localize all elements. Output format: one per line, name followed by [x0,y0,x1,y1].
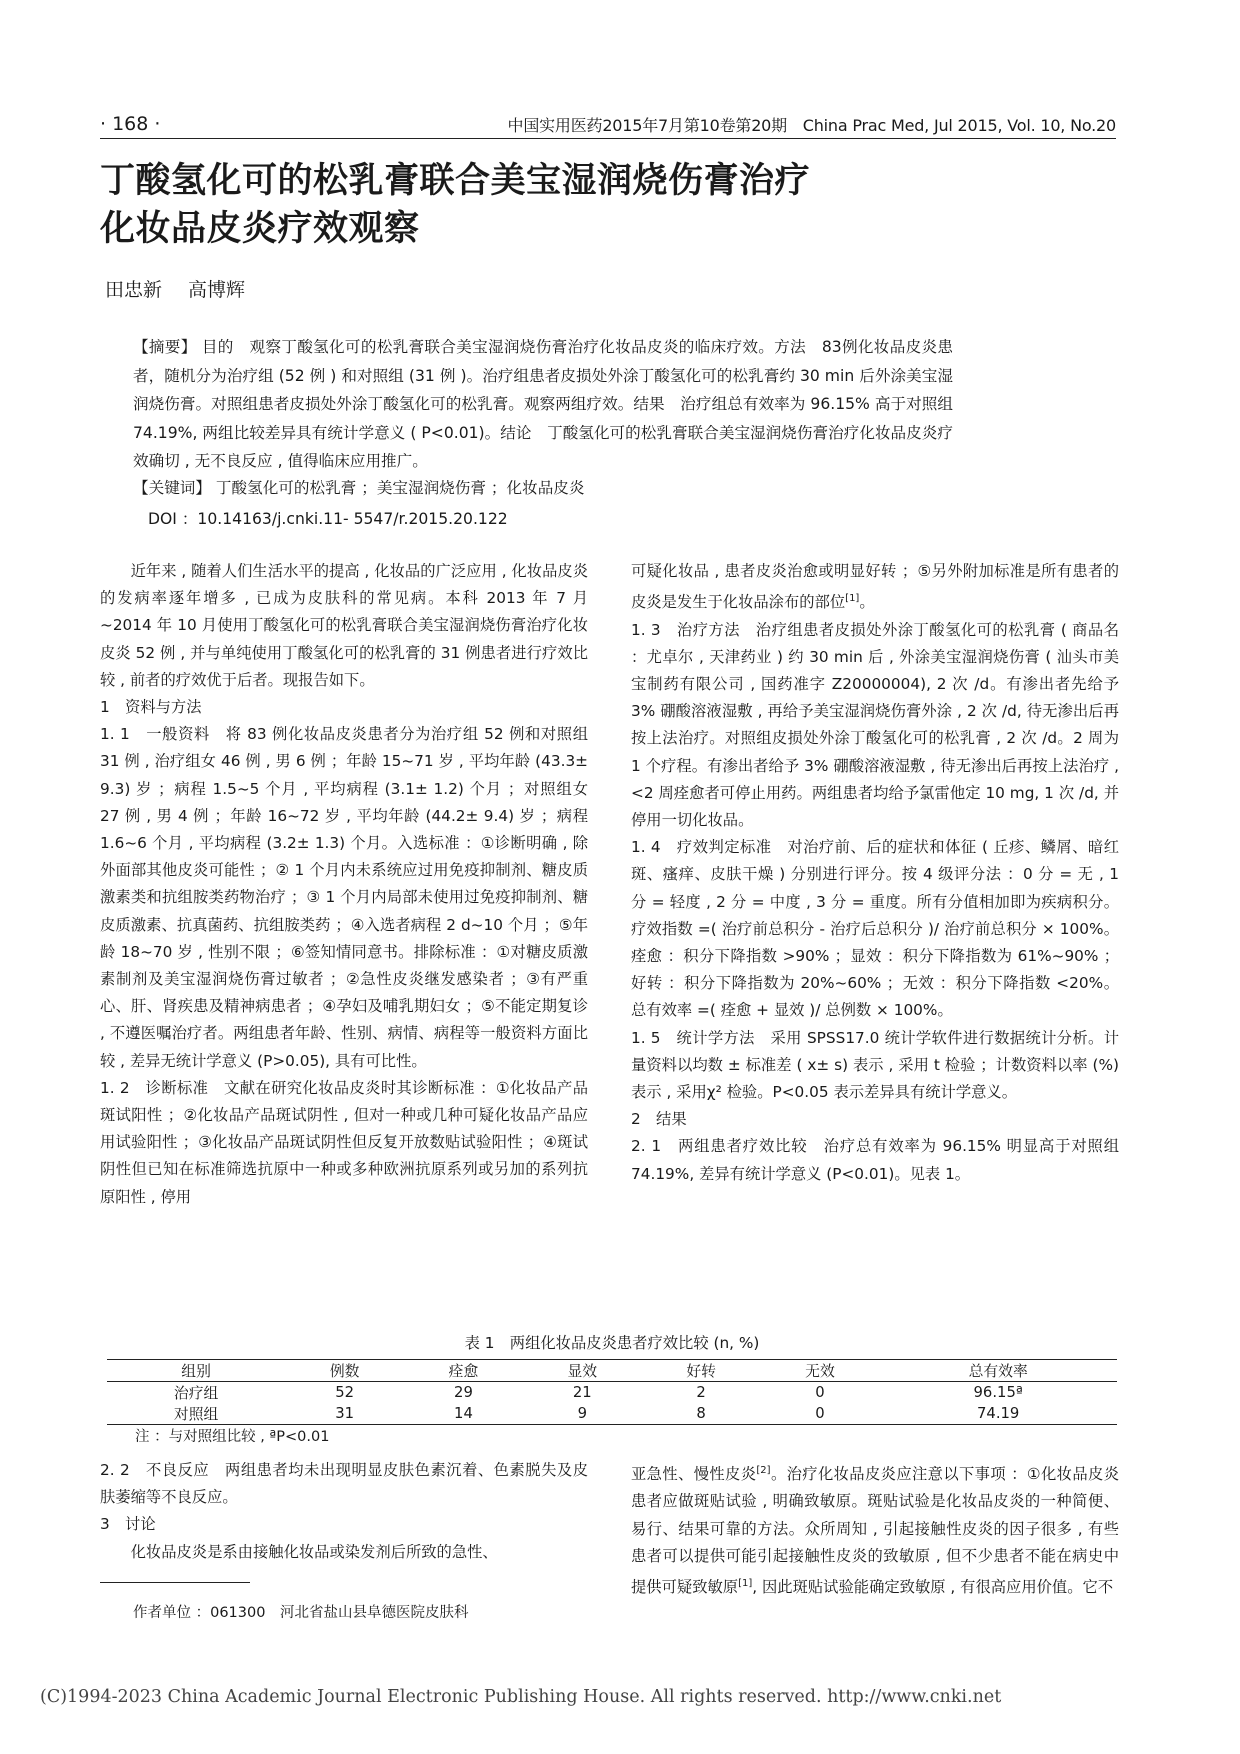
table-row [107,1403,1117,1425]
table-cell: 52 [335,1384,355,1401]
table-cell: 9 [523,1403,642,1425]
header-cases: 例数 [285,1360,404,1382]
citation-1b: [1] [738,1577,753,1589]
discussion-part-3: , 因此斑贴试验能确定致敏原 , 有很高应用价值。它不 [752,1578,1114,1596]
abstract-body: 【摘要】 目的 观察丁酸氢化可的松乳膏联合美宝湿润烧伤膏治疗化妆品皮炎的临床疗效。方法 83例化妆品皮炎患者，随机分为治疗组 (52 例 ) 和对照组 (31 例 )。治疗组患者皮损处外涂丁酸氢化可的松乳膏约 30 min 后外涂美宝湿润烧伤膏。对照组患者皮损处外涂丁酸氢化可的松乳膏。观察两组疗效。结果 治疗组总有效率为 96.15% 高于对照组 74.19%, 两组比较差异具有统计学意义 ( P<0.01)。结论 丁酸氢化可的松乳膏联合美宝湿润烧伤膏治疗化妆品皮炎疗效确切 , 无不良反应 , 值得临床应用推广。 [133,338,953,470]
title-line-2: 化妆品皮炎疗效观察 [100,209,420,249]
body-column-left [100,558,588,1211]
table-cell: 0 [815,1384,825,1401]
body-column-right [631,558,1119,1188]
header-ineffective: 无效 [761,1360,880,1382]
citation-1: [1] [845,593,860,605]
table-cell: 96.15ª [973,1384,1023,1401]
header-total-effective-rate: 总有效率 [879,1360,1117,1382]
intro-paragraph: 近年来 , 随着人们生活水平的提高 , 化妆品的广泛应用 , 化妆品皮炎的发病率逐年增多 , 已成为皮肤科的常见病。本科 2013 年 7 月 ~2014 年 10 月使用丁酸氢化可的松乳膏联合美宝湿润烧伤膏治疗化妆皮炎 52 例 , 并与单纯使用丁酸氢化可的松乳膏的 31 例患者进行疗效比较 , 前者的疗效优于后者。现报告如下。 [100,562,588,689]
table-cell: 74.19 [879,1403,1117,1425]
header-improved: 好转 [642,1360,761,1382]
discussion-part-1: 亚急性、慢性皮炎 [631,1465,757,1484]
section-heading-2: 2 结果 [631,1110,687,1129]
table-grid [107,1359,1117,1425]
table-cell: 2 [696,1384,706,1401]
section-1-2-cont: 可疑化妆品 , 患者皮炎治愈或明显好转 ；⑤另外附加标准是所有患者的皮炎是发生于化妆品涂布的部位[1]。 [631,562,1119,612]
table-cell: 治疗组 [173,1385,219,1402]
section-1-2: 1. 2 诊断标准 文献在研究化妆品皮炎时其诊断标准 ：①化妆品产品斑试阳性 ；②化妆品产品斑试阴性 , 但对一种或几种可疑化妆品产品应用试验阳性 ；③化妆品产品斑试阴性但反复开放数贴试验阳性 ；④斑试阴性但已知在标准筛选抗原中一种或多种欧洲抗原系列或另加的系列抗原阳性 , 停用 [100,1078,588,1206]
section-1-2-cont-text: 可疑化妆品 , 患者皮炎治愈或明显好转 ；⑤另外附加标准是所有患者的皮炎是发生于化妆品涂布的部位 [631,562,1119,612]
article-title [100,157,810,253]
header-markedly-effective: 显效 [523,1360,642,1382]
body-column-left-lower [100,1457,588,1566]
section-1-1: 1. 1 一般资料 将 83 例化妆品皮炎患者分为治疗组 52 例和对照组 31 例 , 治疗组女 46 例 , 男 6 例 ；年龄 15~71 岁 , 平均年龄 (43.3± 9.3) 岁 ；病程 1.5~5 个月 , 平均病程 (3.1± 1.2) 个月 ；对照组女 27 例 , 男 4 例 ；年龄 16~72 岁 , 平均年龄 (44.2± 9.4) 岁 ；病程 1.6~6 个月 , 平均病程 (3.2± 1.3) 个月。入选标准 ：①诊断明确 , 除外面部其他皮炎可能性 ；② 1 个月内未系统应过用免疫抑制剂、糖皮质激素类和抗组胺类药物治疗 ；③ 1 个月内局部未使用过免疫抑制剂、糖皮质激素、抗真菌药、抗组胺类药 ；④入选者病程 2 d~10 个月 ；⑤年龄 18~70 岁 , 性别不限 ；⑥签知情同意书。排除标准 ：①对糖皮质激素制剂及美宝湿润烧伤膏过敏者 ；②急性皮炎继发感染者 ；③有严重心、肝、肾疾患及精神病患者 ；④孕妇及哺乳期妇女 ；⑤不能定期复诊 , 不遵医嘱治疗者。两组患者年龄、性别、病情、病程等一般资料方面比较 , 差异无统计学意义 (P>0.05), 具有可比性。 [100,725,588,1070]
header-rule [100,138,1116,139]
table-cell: 29 [454,1384,473,1401]
author-1: 田忠新 [105,279,163,301]
title-line-1: 丁酸氢化可的松乳膏联合美宝湿润烧伤膏治疗 [100,161,811,201]
discussion-part-2: 。治疗化妆品皮炎应注意以下事项 ：①化妆品皮炎患者应做斑贴试验 , 明确致敏原。斑贴试验是化妆品皮炎的一种简便、易行、结果可靠的方法。众所周知 , 引起接触性皮炎的因子很多 , 有些患者可以提供可能引起接触性皮炎的致敏原 , 但不少患者不能在病史中提供可疑致敏原 [631,1465,1119,1596]
section-heading-3: 3 讨论 [100,1515,156,1534]
section-1-4: 1. 4 疗效判定标准 对治疗前、后的症状和体征 ( 丘疹、鳞屑、暗红斑、瘙痒、皮肤干燥 ) 分别进行评分。按 4 级评分法 ：0 分 = 无 , 1 分 = 轻度 , 2 分 = 中度 , 3 分 = 重度。所有分值相加即为疾病积分。疗效指数 =( 治疗前总积分 - 治疗后总积分 )/ 治疗前总积分 × 100%。痊愈 ：积分下降指数 >90% ；显效 ：积分下降指数为 61%~90% ；好转 ：积分下降指数为 20%~60% ；无效 ：积分下降指数 <20%。总有效率 =( 痊愈 + 显效 )/ 总例数 × 100%。 [631,838,1119,1020]
table-note: 注 ：与对照组比较 , ªP<0.01 [135,1429,330,1445]
authors [105,275,245,302]
table-cell: 8 [642,1403,761,1425]
section-1-3: 1. 3 治疗方法 治疗组患者皮损处外涂丁酸氢化可的松乳膏 ( 商品名 ：尤卓尔 , 天津药业 ) 约 30 min 后 , 外涂美宝湿润烧伤膏 ( 汕头市美宝制药有限公司 , 国药准字 Z20000004), 2 次 /d。有渗出者先给予 3% 硼酸溶液湿敷 , 再给予美宝湿润烧伤膏外涂 , 2 次 /d, 待无渗出后再按上法治疗。对照组皮损处外涂丁酸氢化可的松乳膏 , 2 次 /d。2 周为 1 个疗程。有渗出者给予 3% 硼酸溶液湿敷 , 待无渗出后再按上法治疗 , <2 周痊愈者可停止用药。两组患者均给予氯雷他定 10 mg, 1 次 /d, 并停用一切化妆品。 [631,620,1119,829]
table-row [107,1382,1117,1404]
journal-info: 中国实用医药2015年7月第10卷第20期 China Prac Med, Jul 2015, Vol. 10, No.20 [507,116,1116,135]
citation-2: [2] [756,1465,771,1476]
copyright-notice: (C)1994-2023 China Academic Journal Electronic Publishing House. All rights reserved. http://www.cnki.net [40,1687,1002,1707]
table-header-row [107,1360,1117,1382]
abstract [133,333,953,476]
table-caption: 表 1 两组化妆品皮炎患者疗效比较 (n, %) [464,1334,760,1352]
footnote-rule [100,1582,250,1583]
discussion-cont [631,1457,1119,1601]
table-cell: 对照组 [107,1403,285,1425]
abstract-text [133,333,953,476]
section-heading-1: 1 资料与方法 [100,698,202,717]
discussion-paragraph: 化妆品皮炎是系由接触化妆品或染发剂后所致的急性、 [130,1542,498,1561]
table-cell: 0 [761,1403,880,1425]
author-2: 高博辉 [188,279,246,301]
section-1-5: 1. 5 统计学方法 采用 SPSS17.0 统计学软件进行数据统计分析。计量资料以均数 ± 标准差 ( x± s) 表示 , 采用 t 检验 ；计数资料以率 (%) 表示 , 采用χ² 检验。P<0.05 表示差异具有统计学意义。 [631,1028,1119,1101]
table-cell: 14 [404,1403,523,1425]
body-column-right-lower [631,1457,1119,1601]
table-cell: 21 [572,1384,592,1401]
section-2-2: 2. 2 不良反应 两组患者均未出现明显皮肤色素沉着、色素脱失及皮肤萎缩等不良反应。 [100,1461,588,1507]
header-group: 组别 [107,1360,285,1382]
table-cell: 31 [285,1403,404,1425]
header-cured: 痊愈 [404,1360,523,1382]
doi: DOI ：10.14163/j.cnki.11- 5547/r.2015.20.122 [148,510,508,528]
keywords: 【关键词】 丁酸氢化可的松乳膏 ；美宝湿润烧伤膏 ；化妆品皮炎 [133,479,585,497]
author-affiliation: 作者单位 ：061300 河北省盐山县阜德医院皮肤科 [133,1605,469,1621]
section-2-1: 2. 1 两组患者疗效比较 治疗总有效率为 96.15% 明显高于对照组 74.19%, 差异有统计学意义 (P<0.01)。见表 1。 [631,1137,1119,1183]
results-table [107,1331,1117,1425]
page-number: · 168 · [100,113,161,135]
